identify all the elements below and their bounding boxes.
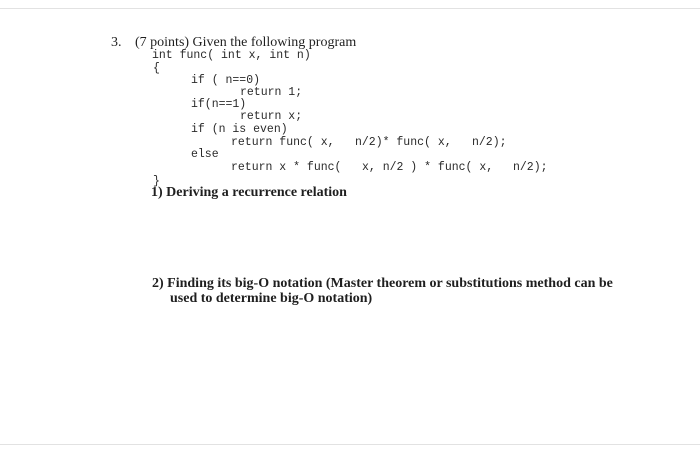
code-return-one: return 1; <box>240 86 303 99</box>
code-return-odd-part-b: x, n/2 ) * func( x, <box>362 161 494 174</box>
code-return-odd-part-c: n/2); <box>513 161 548 174</box>
part-2-text-line-1: 2) Finding its big-O notation (Master theorem or substitutions method can be <box>152 276 613 291</box>
part-2-text-line-2: used to determine big-O notation) <box>170 291 373 306</box>
question-header: (7 points) Given the following program <box>135 35 357 50</box>
code-if-one: if(n==1) <box>191 98 247 111</box>
code-return-even-part-a: return func( x, <box>231 136 335 149</box>
top-divider <box>0 8 700 9</box>
code-open-brace: { <box>153 62 160 75</box>
part-1-text: 1) Deriving a recurrence relation <box>151 185 347 200</box>
code-return-even-part-b: n/2)* func( x, <box>355 136 452 149</box>
code-if-zero: if ( n==0) <box>191 74 261 87</box>
code-return-odd-part-a: return x * func( <box>231 161 342 174</box>
code-close-brace: } <box>153 175 160 188</box>
code-else: else <box>191 148 219 161</box>
question-number: 3. <box>111 35 122 50</box>
code-signature: int func( int x, int n) <box>152 49 311 62</box>
code-if-even: if (n is even) <box>191 123 288 136</box>
bottom-divider <box>0 444 700 445</box>
code-return-even-part-c: n/2); <box>472 136 507 149</box>
code-return-x: return x; <box>240 110 303 123</box>
